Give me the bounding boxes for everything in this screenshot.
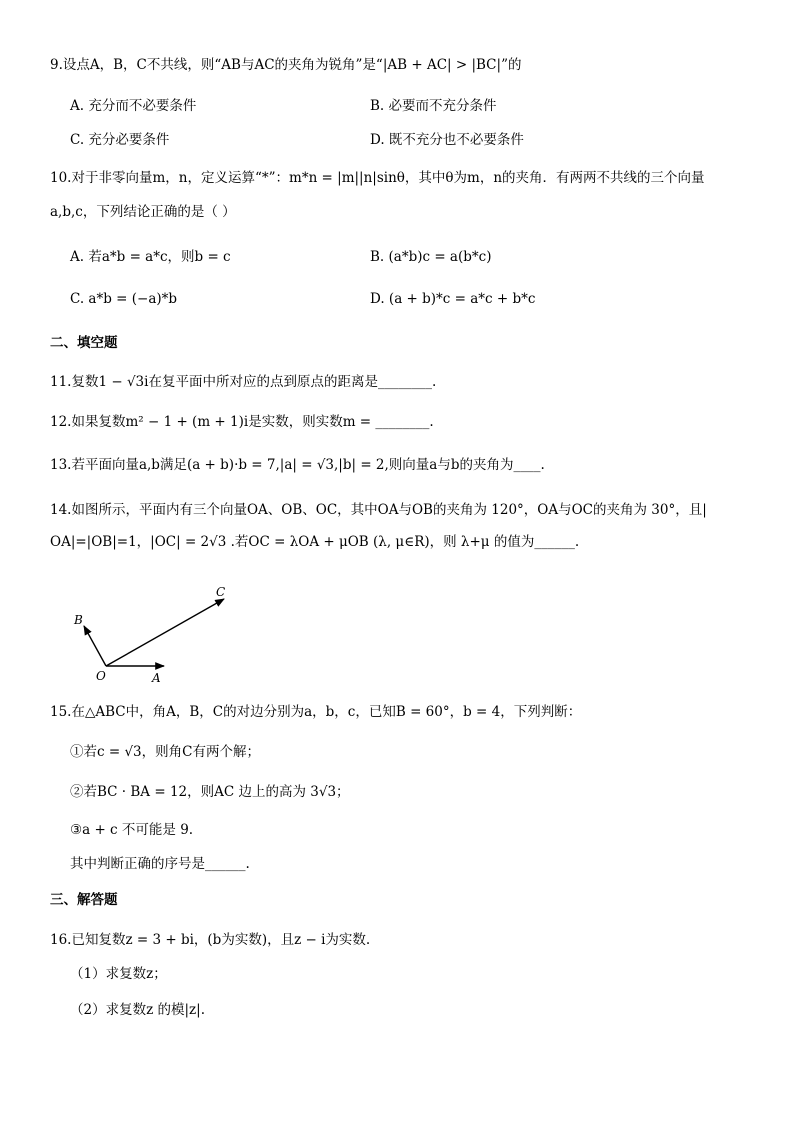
q9-option-b: B. 必要而不充分条件 — [370, 98, 497, 114]
q15-ask: 其中判断正确的序号是______. — [70, 856, 250, 872]
question-14-line2: OA|=|OB|=1，|OC| = 2√3 .若OC = λOA + μOB (λ, μ∈R)，则 λ+μ 的值为______. — [50, 534, 580, 550]
question-13: 13.若平面向量a,b满足(a + b)·b = 7,|a| = √3,|b| = 2,则向量a与b的夹角为____. — [50, 457, 545, 473]
question-16-stem: 16.已知复数z = 3 + bi，(b为实数)，且z − i为实数. — [50, 932, 371, 948]
label-c: C — [216, 585, 226, 599]
q15-item-1: ①若c = √3，则角C有两个解； — [70, 744, 260, 760]
q16-part-2: （2）求复数z 的模|z|. — [70, 1002, 205, 1018]
q10-option-a: A. 若a*b = a*c，则b = c — [70, 249, 231, 265]
question-10-stem-line1: 10.对于非零向量m，n，定义运算“*”：m*n = |m||n|sinθ，其中θ为m，n的夹角．有两两不共线的三个向量 — [50, 170, 705, 186]
label-o: O — [96, 669, 106, 683]
question-12: 12.如果复数m² − 1 + (m + 1)i是实数，则实数m = ________. — [50, 414, 434, 430]
q10-option-d: D. (a + b)*c = a*c + b*c — [370, 291, 536, 307]
section-heading-solve: 三、解答题 — [50, 892, 118, 908]
question-10-stem-line2: a,b,c，下列结论正确的是（ ） — [50, 204, 236, 220]
section-heading-fill: 二、填空题 — [50, 335, 118, 351]
vector-oc — [106, 599, 224, 666]
question-15-stem: 15.在△ABC中，角A，B，C的对边分别为a，b，c，已知B = 60°，b = 4，下列判断： — [50, 704, 582, 720]
vector-ob — [84, 626, 106, 666]
label-b: B — [74, 613, 83, 627]
q9-option-d: D. 既不充分也不必要条件 — [370, 132, 524, 148]
vector-figure — [60, 582, 240, 686]
q10-option-b: B. (a*b)c = a(b*c) — [370, 249, 492, 265]
q15-item-3: ③a + c 不可能是 9. — [70, 822, 194, 838]
vector-diagram — [60, 582, 240, 686]
q9-option-c: C. 充分必要条件 — [70, 132, 170, 148]
question-14-line1: 14.如图所示，平面内有三个向量OA、OB、OC，其中OA与OB的夹角为 120°，OA与OC的夹角为 30°，且| — [50, 502, 707, 518]
question-9-stem: 9.设点A，B，C不共线，则“AB与AC的夹角为锐角”是“|AB + AC| > |BC|”的 — [50, 57, 522, 73]
q15-item-2: ②若BC · BA = 12，则AC 边上的高为 3√3； — [70, 784, 350, 800]
label-a: A — [152, 671, 161, 685]
question-11: 11.复数1 − √3i在复平面中所对应的点到原点的距离是________. — [50, 374, 437, 390]
q9-option-a: A. 充分而不必要条件 — [70, 98, 197, 114]
q16-part-1: （1）求复数z； — [70, 966, 167, 982]
q10-option-c: C. a*b = (−a)*b — [70, 291, 178, 307]
